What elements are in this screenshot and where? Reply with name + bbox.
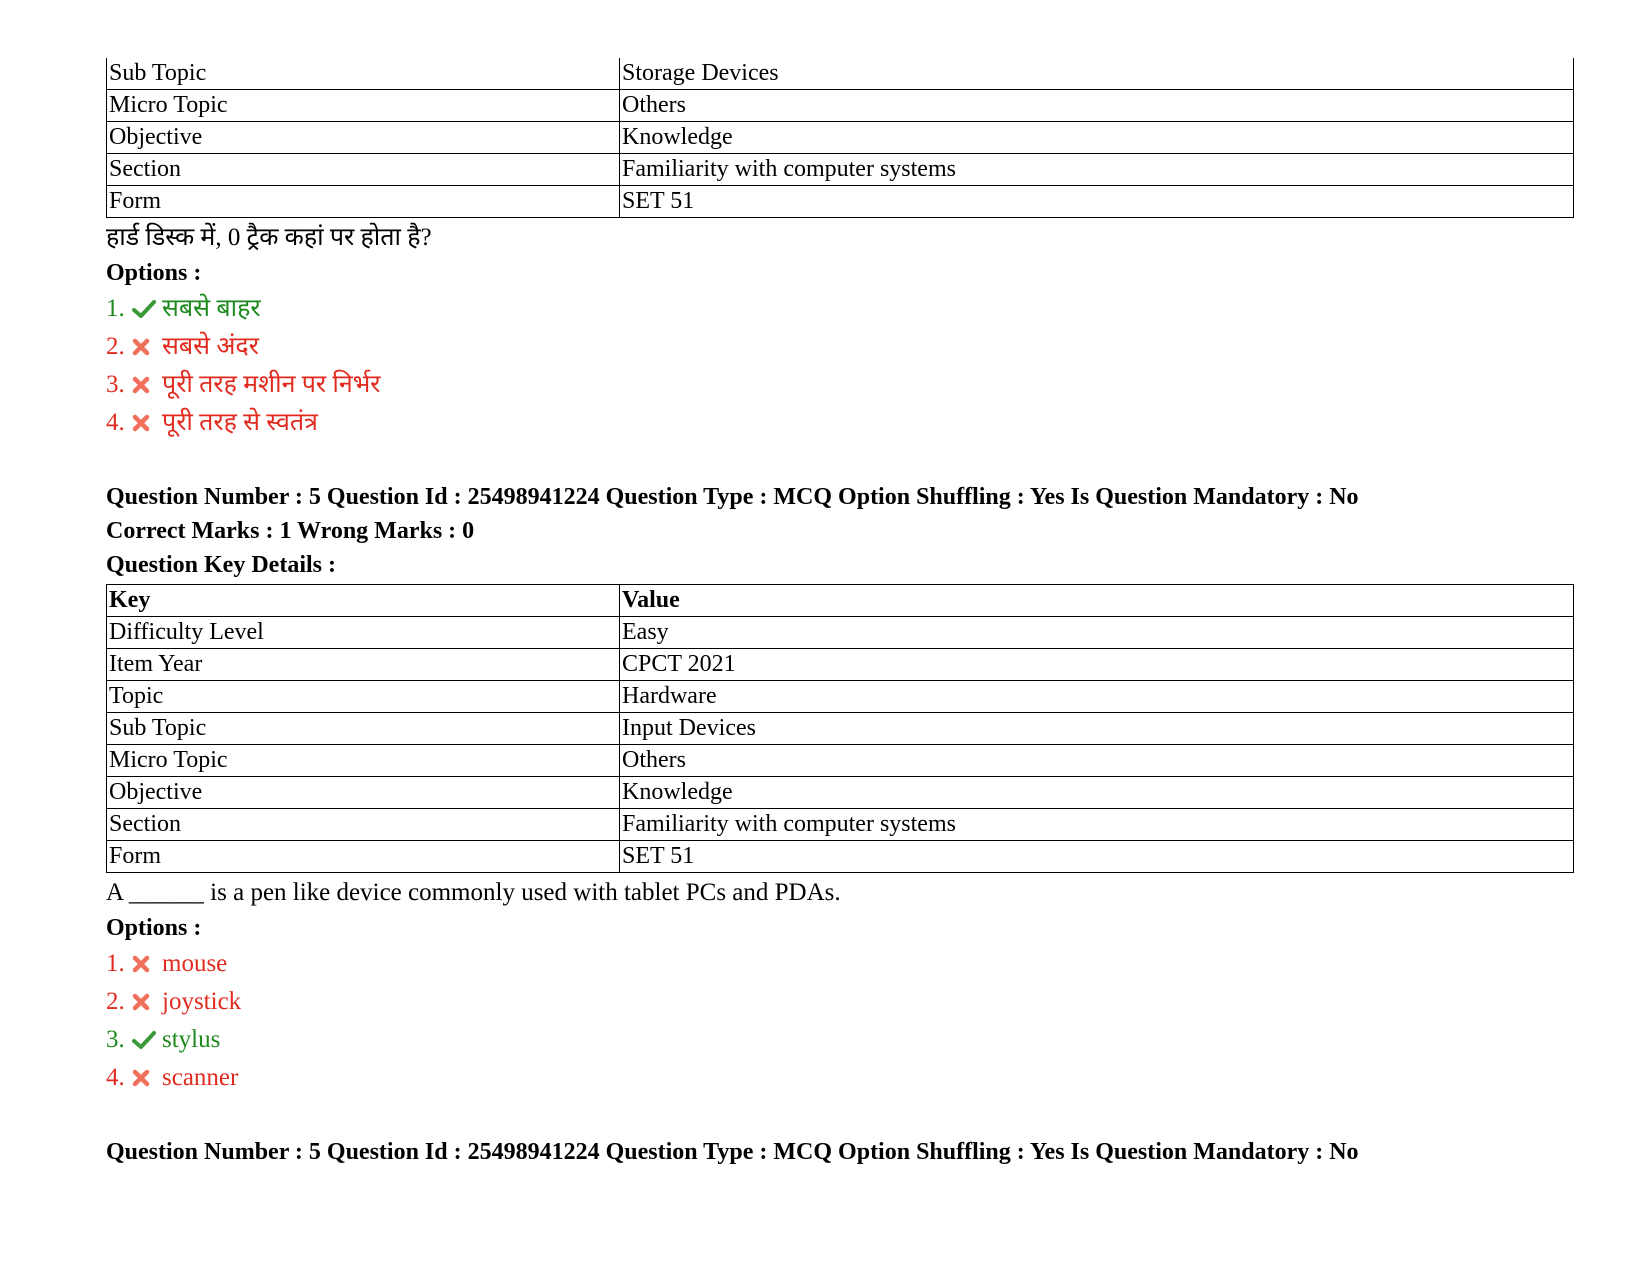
- option-text: सबसे बाहर: [162, 295, 261, 322]
- row-value: Knowledge: [620, 777, 1574, 809]
- option-item: [106, 1021, 1574, 1059]
- option-text: scanner: [162, 1064, 239, 1091]
- row-key: Micro Topic: [107, 745, 620, 777]
- cross-icon: [132, 1069, 162, 1087]
- option-number: 3.: [106, 1026, 125, 1053]
- option-item: [106, 290, 1574, 328]
- table-row: [107, 122, 1574, 154]
- check-icon: [132, 1030, 162, 1050]
- option-text: mouse: [162, 950, 228, 977]
- table-row: [107, 154, 1574, 186]
- table-row: [107, 186, 1574, 218]
- option-item: [106, 404, 1574, 442]
- option-number: 4.: [106, 409, 125, 436]
- marks-line: Correct Marks : 1 Wrong Marks : 0: [106, 518, 475, 544]
- option-text: stylus: [162, 1026, 221, 1053]
- option-number: 4.: [106, 1064, 125, 1091]
- option-text: सबसे अंदर: [162, 333, 259, 360]
- option-text: joystick: [162, 988, 242, 1015]
- row-key: Form: [107, 186, 620, 218]
- question-key-table-1: [106, 58, 1574, 218]
- row-key: Sub Topic: [107, 58, 620, 90]
- row-key: Topic: [107, 681, 620, 713]
- table-header-row: [107, 585, 1574, 617]
- table-row: [107, 681, 1574, 713]
- question-meta-line: Question Number : 5 Question Id : 25498941224 Question Type : MCQ Option Shuffling : Yes Is Question Mandatory : No: [106, 484, 1359, 510]
- row-value: SET 51: [620, 186, 1574, 218]
- option-item: [106, 328, 1574, 366]
- options-list-2: [106, 945, 1574, 1097]
- cross-icon: [132, 376, 162, 394]
- row-key: Section: [107, 809, 620, 841]
- row-value: Knowledge: [620, 122, 1574, 154]
- row-key: Section: [107, 154, 620, 186]
- row-key: Sub Topic: [107, 713, 620, 745]
- table-row: [107, 90, 1574, 122]
- question-meta-line-next: Question Number : 5 Question Id : 25498941224 Question Type : MCQ Option Shuffling : Yes Is Question Mandatory : No: [106, 1139, 1359, 1165]
- row-key: Difficulty Level: [107, 617, 620, 649]
- row-value: Others: [620, 90, 1574, 122]
- option-item: [106, 366, 1574, 404]
- cross-icon: [132, 955, 162, 973]
- option-text: पूरी तरह से स्वतंत्र: [162, 409, 318, 436]
- row-value: Familiarity with computer systems: [620, 809, 1574, 841]
- table-row: [107, 809, 1574, 841]
- row-value: Storage Devices: [620, 58, 1574, 90]
- table-row: [107, 713, 1574, 745]
- row-key: Item Year: [107, 649, 620, 681]
- row-value: Others: [620, 745, 1574, 777]
- table-row: [107, 58, 1574, 90]
- cross-icon: [132, 414, 162, 432]
- row-value: Easy: [620, 617, 1574, 649]
- option-number: 2.: [106, 333, 125, 360]
- check-icon: [132, 299, 162, 319]
- options-label: Options :: [106, 915, 202, 941]
- table-row: [107, 617, 1574, 649]
- question-text-hindi: हार्ड डिस्क में, 0 ट्रैक कहां पर होता है?: [106, 224, 432, 251]
- row-key: Form: [107, 841, 620, 873]
- question-paper: [106, 58, 1574, 1169]
- cross-icon: [132, 993, 162, 1011]
- key-details-label: Question Key Details :: [106, 552, 336, 578]
- row-key: Objective: [107, 122, 620, 154]
- option-item: [106, 945, 1574, 983]
- row-value: SET 51: [620, 841, 1574, 873]
- cross-icon: [132, 338, 162, 356]
- header-key: Key: [107, 585, 620, 617]
- option-number: 2.: [106, 988, 125, 1015]
- table-row: [107, 841, 1574, 873]
- option-text: पूरी तरह मशीन पर निर्भर: [162, 371, 381, 398]
- table-row: [107, 745, 1574, 777]
- row-key: Objective: [107, 777, 620, 809]
- row-value: CPCT 2021: [620, 649, 1574, 681]
- option-item: [106, 983, 1574, 1021]
- row-key: Micro Topic: [107, 90, 620, 122]
- header-value: Value: [620, 585, 1574, 617]
- options-label: Options :: [106, 260, 202, 286]
- table-row: [107, 777, 1574, 809]
- row-value: Familiarity with computer systems: [620, 154, 1574, 186]
- options-list-1: [106, 290, 1574, 442]
- option-item: [106, 1059, 1574, 1097]
- row-value: Hardware: [620, 681, 1574, 713]
- table-row: [107, 649, 1574, 681]
- option-number: 1.: [106, 295, 125, 322]
- option-number: 1.: [106, 950, 125, 977]
- row-value: Input Devices: [620, 713, 1574, 745]
- question-text-english: A ______ is a pen like device commonly used with tablet PCs and PDAs.: [106, 879, 841, 906]
- question-key-table-2: [106, 584, 1574, 873]
- option-number: 3.: [106, 371, 125, 398]
